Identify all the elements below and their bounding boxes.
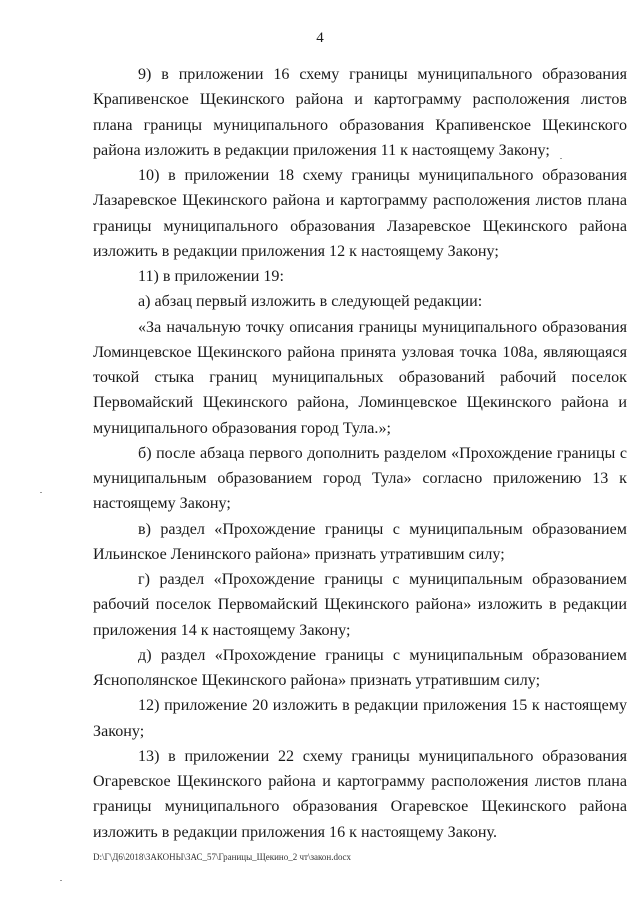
paragraph-subitem-a: а) абзац первый изложить в следующей редакции:: [138, 293, 483, 311]
paragraph-item-10: 10) в приложении 18 схему границы муниципального образования Лазаревское Щекинского района и картограмму расположения листов плана границы муниципального образования Лазаревское Щекинского района изложить в редакции приложения 12 к настоящему Закону;: [93, 167, 627, 260]
paragraph-quote: «За начальную точку описания границы муниципального образования Ломинцевское Щекинского района принята узловая точка 108а, являющаяся точкой стыка границ муниципальных образований рабочий поселок Первомайский Щекинского района, Ломинцевское Щекинского района и муниципального образования город Тула.»;: [93, 318, 627, 437]
document-body: [93, 62, 627, 845]
paragraph-item-12: 12) приложение 20 изложить в редакции приложения 15 к настоящему Закону;: [93, 697, 627, 740]
scan-speck: [40, 492, 42, 493]
paragraph-subitem-d: д) раздел «Прохождение границы с муниципальным образованием Яснополянское Щекинского района» признать утратившим силу;: [93, 646, 627, 689]
paragraph-item-9: 9) в приложении 16 схему границы муниципального образования Крапивенское Щекинского района и картограмму расположения листов плана границы муниципального образования Крапивенское Щекинского района изложить в редакции приложения 11 к настоящему Закону;: [93, 66, 627, 159]
paragraph-subitem-b: б) после абзаца первого дополнить разделом «Прохождение границы с муниципальным образованием город Тула» согласно приложению 13 к настоящему Закону;: [93, 444, 627, 513]
paragraph-subitem-v: в) раздел «Прохождение границы с муниципальным образованием Ильинское Ленинского района» признать утратившим силу;: [93, 520, 627, 563]
footer-file-path: D:\Г\Д6\2018\ЗАКОНЫ\ЗАС_57\Границы_Щекино_2 чт\закон.docx: [93, 852, 351, 862]
scan-speck: [60, 880, 62, 881]
page-number: 4: [316, 30, 324, 46]
scan-speck: [560, 158, 562, 159]
paragraph-subitem-g: г) раздел «Прохождение границы с муниципальным образованием рабочий поселок Первомайский Щекинского района» изложить в редакции приложения 14 к настоящему Закону;: [93, 571, 627, 639]
paragraph-item-13: 13) в приложении 22 схему границы муниципального образования Огаревское Щекинского района и картограмму расположения листов плана границы муниципального образования Огаревское Щекинского района изложить в редакции приложения 16 к настоящему Закону.: [93, 747, 627, 841]
paragraph-item-11: 11) в приложении 19:: [138, 268, 284, 285]
